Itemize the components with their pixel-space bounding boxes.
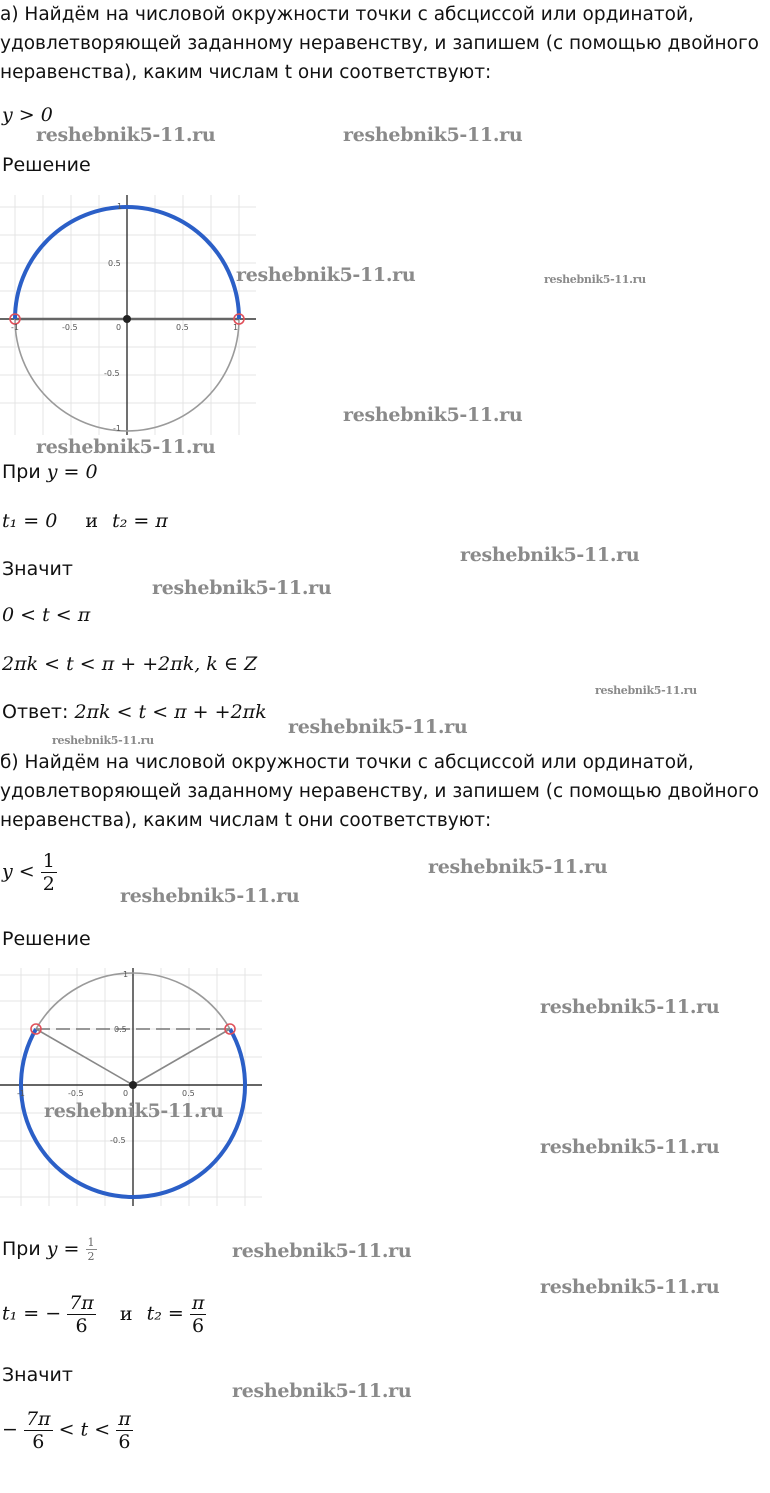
- ineq-lhs: y <: [2, 860, 35, 883]
- intro-line: неравенства), каким числам t они соответствуют:: [0, 62, 492, 83]
- tick-y: -1: [113, 424, 121, 433]
- answer-value: 2πk < t < π + +2πk: [74, 701, 267, 723]
- tick-x: 1: [233, 323, 239, 332]
- tick-x: 0: [116, 323, 122, 332]
- final-ineq-b: [2, 1408, 133, 1453]
- tick-x: -1: [17, 1089, 25, 1098]
- therefore-a: Значит: [2, 558, 73, 580]
- watermark: reshebnik5-11.ru: [540, 1276, 720, 1298]
- tick-x: -0.5: [68, 1089, 84, 1098]
- unit-circle-graph-b: [0, 968, 262, 1206]
- half-num: 1: [42, 850, 55, 872]
- tick-x: 0.5: [176, 323, 189, 332]
- when-label: При: [2, 1238, 41, 1260]
- inequality-b: [2, 850, 57, 895]
- unit-circle-graph-a: [0, 195, 256, 435]
- final-den1: 6: [32, 1431, 45, 1453]
- intro-line: удовлетворяющей заданному неравенству, и запишем (с помощью двойного: [0, 33, 759, 54]
- roots-b: [2, 1292, 206, 1337]
- half-num: 1: [87, 1236, 95, 1249]
- watermark: reshebnik5-11.ru: [428, 856, 608, 878]
- when-label: При: [2, 461, 41, 483]
- when-eq: y = 0: [46, 461, 98, 483]
- final-num2: π: [118, 1408, 131, 1430]
- tick-y: -0.5: [104, 369, 120, 378]
- tick-y: 0.5: [108, 259, 121, 268]
- t1-den: 6: [75, 1315, 88, 1337]
- ineq2-a: 2πk < t < π + +2πk, k ∈ Z: [2, 653, 258, 675]
- watermark: reshebnik5-11.ru: [343, 124, 523, 146]
- fraction-half: [41, 850, 57, 895]
- part-b-intro: [0, 748, 770, 835]
- fraction-final-2: [116, 1408, 133, 1453]
- when-eq: y =: [46, 1238, 80, 1260]
- fraction-final-1: [24, 1408, 53, 1453]
- watermark: reshebnik5-11.ru: [52, 734, 154, 747]
- t1-lhs: t₁ = −: [2, 1302, 62, 1325]
- therefore-b: Значит: [2, 1364, 73, 1386]
- roots-a: [2, 510, 168, 532]
- fraction-half-small: [86, 1236, 97, 1263]
- when-a: [2, 461, 98, 483]
- t2-lhs: t₂ =: [146, 1302, 184, 1325]
- tick-y: -0.5: [110, 1136, 126, 1145]
- tick-x: -1: [11, 323, 19, 332]
- half-den: 2: [87, 1250, 95, 1263]
- part-a-intro: [0, 0, 770, 87]
- final-den2: 6: [118, 1431, 131, 1453]
- watermark: reshebnik5-11.ru: [44, 1100, 224, 1122]
- watermark: reshebnik5-11.ru: [595, 684, 697, 697]
- tick-y: 1: [123, 970, 129, 979]
- tick-x: 0: [123, 1089, 129, 1098]
- intro-line: а) Найдём на числовой окружности точки с абсциссой или ординатой,: [0, 4, 694, 25]
- answer-label: Ответ:: [2, 701, 69, 723]
- answer-a: [2, 701, 267, 723]
- when-b: [2, 1236, 97, 1263]
- t2: t₂ = π: [112, 510, 168, 532]
- watermark: reshebnik5-11.ru: [343, 404, 523, 426]
- watermark: reshebnik5-11.ru: [236, 264, 416, 286]
- origin-point: [129, 1081, 137, 1089]
- watermark: reshebnik5-11.ru: [36, 436, 216, 458]
- and-word: и: [119, 1302, 133, 1325]
- watermark: reshebnik5-11.ru: [120, 885, 300, 907]
- t2-num: π: [191, 1292, 205, 1314]
- watermark: reshebnik5-11.ru: [288, 716, 468, 738]
- watermark: reshebnik5-11.ru: [36, 124, 216, 146]
- tick-x: -0.5: [62, 323, 78, 332]
- intro-line: удовлетворяющей заданному неравенству, и запишем (с помощью двойного: [0, 781, 759, 802]
- fraction-t2: [190, 1292, 207, 1337]
- ineq1-a: 0 < t < π: [2, 604, 91, 626]
- watermark: reshebnik5-11.ru: [460, 544, 640, 566]
- watermark: reshebnik5-11.ru: [232, 1380, 412, 1402]
- watermark: reshebnik5-11.ru: [544, 273, 646, 286]
- watermark: reshebnik5-11.ru: [152, 577, 332, 599]
- watermark: reshebnik5-11.ru: [540, 996, 720, 1018]
- origin-point: [123, 315, 131, 323]
- final-mid: < t <: [58, 1418, 111, 1441]
- t2-den: 6: [192, 1315, 205, 1337]
- and-word: и: [85, 510, 99, 532]
- watermark: reshebnik5-11.ru: [540, 1136, 720, 1158]
- half-den: 2: [42, 873, 55, 895]
- tick-y: 1: [117, 202, 123, 211]
- final-minus: −: [2, 1418, 18, 1441]
- fraction-t1: [67, 1292, 96, 1337]
- final-num1: 7π: [25, 1408, 51, 1430]
- solution-label-a: Решение: [2, 154, 91, 176]
- t1: t₁ = 0: [2, 510, 58, 532]
- inequality-a: y > 0: [2, 104, 53, 126]
- intro-line: б) Найдём на числовой окружности точки с абсциссой или ординатой,: [0, 752, 694, 773]
- intro-line: неравенства), каким числам t они соответствуют:: [0, 810, 492, 831]
- watermark: reshebnik5-11.ru: [232, 1240, 412, 1262]
- tick-y: 0.5: [114, 1025, 127, 1034]
- solution-label-b: Решение: [2, 928, 91, 950]
- t1-num: 7π: [69, 1292, 94, 1314]
- tick-x: 0.5: [182, 1089, 195, 1098]
